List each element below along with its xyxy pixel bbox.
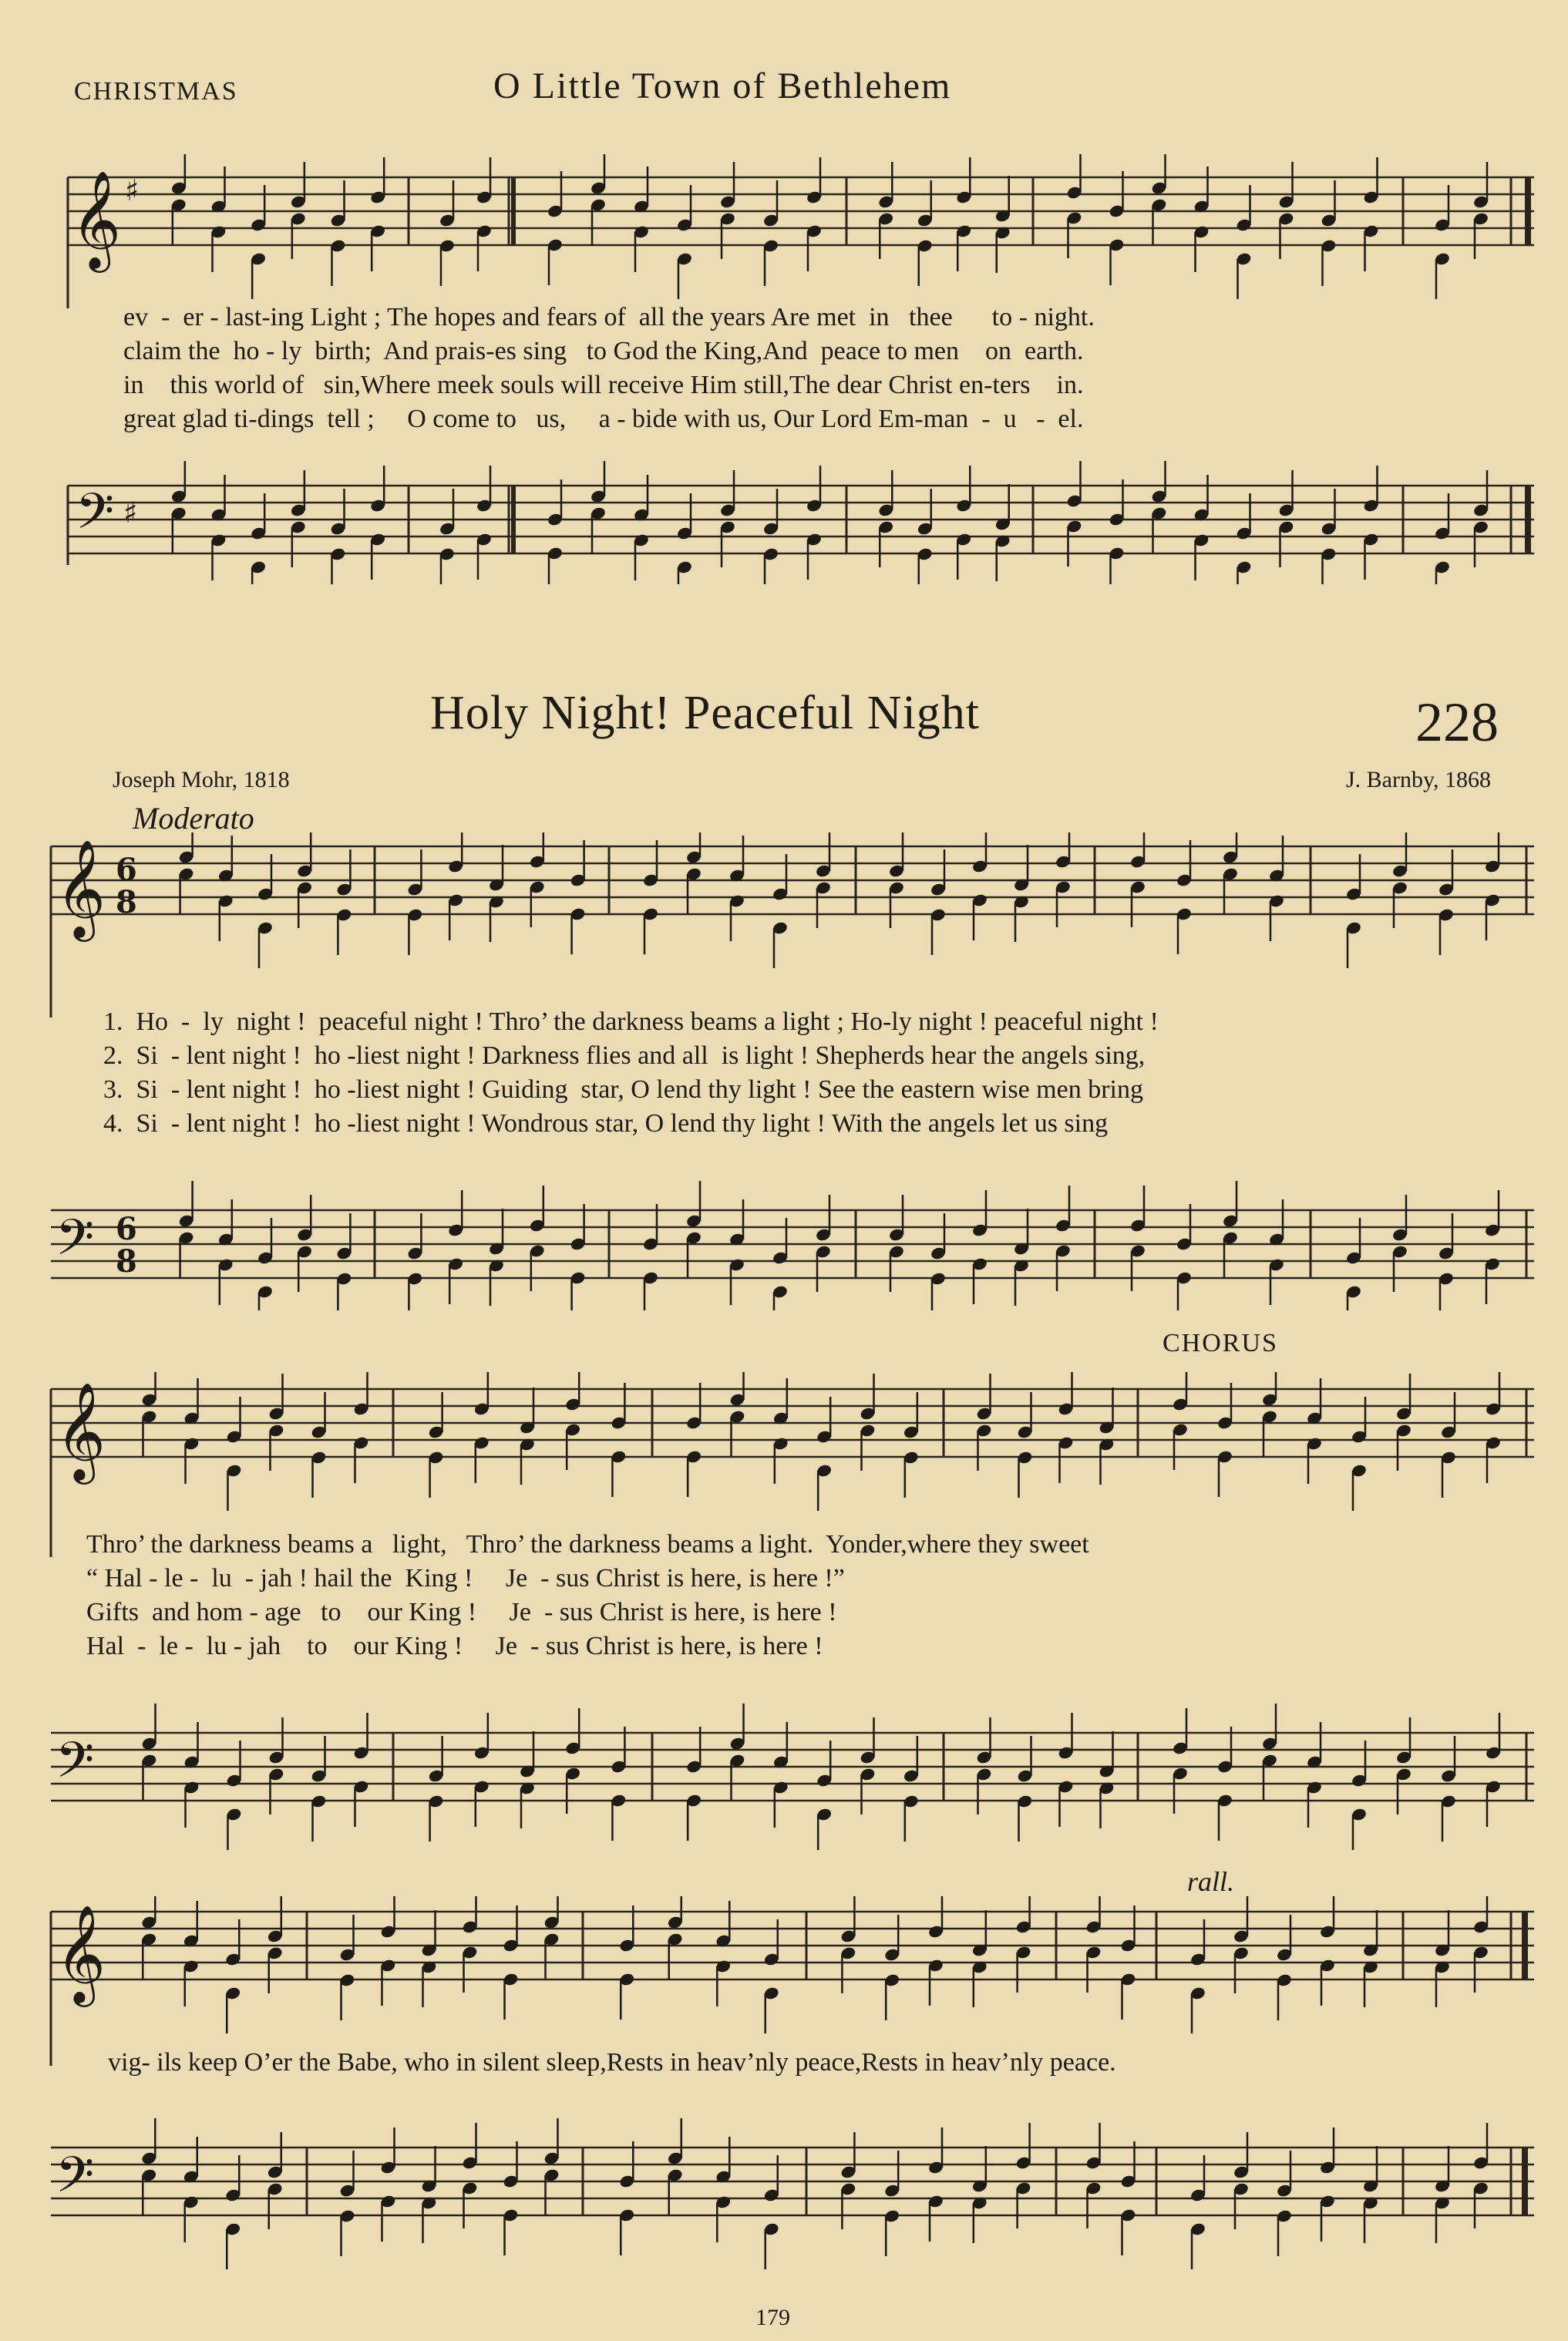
- svg-text:6: 6: [116, 852, 137, 888]
- bass-clef-icon: 𝄢: [56, 1732, 95, 1801]
- tempo-marking: Moderato: [133, 801, 254, 836]
- final-lyric-line: vig- ils keep O’er the Babe, who in silent sleep,Rests in heav’nly peace,Rests in heav’nly peace.: [108, 2048, 1116, 2077]
- prev-lyric-4: great glad ti-dings tell ; O come to us, a - bide with us, Our Lord Em-man - u - el.: [123, 405, 1084, 433]
- bass-clef-icon: 𝄢: [56, 2147, 95, 2216]
- prev-treble-notes: [170, 154, 1489, 299]
- prev-bass-notes: [170, 461, 1489, 584]
- hymn-title: Holy Night! Peaceful Night: [430, 687, 981, 739]
- sys1-bass-staff: [0, 1156, 1568, 1310]
- sys3-bass-staff: [0, 2097, 1568, 2282]
- verse-3: 3. Si - lent night ! ho -liest night ! Guiding star, O lend thy light ! See the eastern wise men bring: [103, 1075, 1143, 1104]
- chorus-line-2: “ Hal - le - lu - jah ! hail the King ! Je - sus Christ is here, is here !”: [86, 1564, 845, 1593]
- prev-bass-staff: [0, 461, 1568, 584]
- sys2-bass-notes: [141, 1704, 1502, 1850]
- prev-treble-staff: [0, 154, 1568, 308]
- chorus-label: CHORUS: [1163, 1329, 1278, 1357]
- verse-1: 1. Ho - ly night ! peaceful night ! Thro’ the darkness beams a light ; Ho-ly night ! peaceful night !: [103, 1007, 1159, 1036]
- prev-lyric-2: claim the ho - ly birth; And prais-es sing to God the King,And peace to men on earth.: [123, 337, 1084, 365]
- bass-clef-icon: 𝄢: [56, 1209, 95, 1279]
- page-number: 179: [755, 2305, 790, 2330]
- hymn-number: 228: [1415, 691, 1499, 753]
- svg-text:8: 8: [116, 1243, 137, 1280]
- composer-credit: J. Barnby, 1868: [1345, 767, 1491, 792]
- sys1-bass-notes: [178, 1181, 1501, 1310]
- treble-clef-icon: 𝄞: [56, 839, 106, 937]
- verse-4: 4. Si - lent night ! ho -liest night ! Wondrous star, O lend thy light ! With the angels let us sing: [103, 1109, 1109, 1138]
- svg-text:♯: ♯: [125, 173, 140, 207]
- chorus-line-3: Gifts and hom - age to our King ! Je - sus Christ is here, is here !: [86, 1598, 837, 1626]
- svg-text:8: 8: [116, 884, 137, 920]
- sys2-bass-staff: [0, 1680, 1568, 1850]
- treble-clef-icon: 𝄞: [71, 170, 122, 268]
- sys3-bass-notes: [140, 2118, 1489, 2269]
- chorus-line-4: Hal - le - lu - jah to our King ! Je - sus Christ is here, is here !: [86, 1632, 823, 1660]
- chorus-line-1: Thro’ the darkness beams a light, Thro’ the darkness beams a light. Yonder,where they sweet: [86, 1530, 1089, 1559]
- prev-lyric-1: ev - er - last-ing Light ; The hopes and fears of all the years Are met in thee to - night.: [123, 303, 1095, 331]
- author-credit: Joseph Mohr, 1818: [113, 767, 290, 792]
- sys3-treble-notes: [140, 1896, 1489, 2033]
- previous-hymn-title: O Little Town of Bethlehem: [493, 66, 952, 106]
- bass-clef-icon: 𝄢: [76, 483, 115, 553]
- verse-2: 2. Si - lent night ! ho -liest night ! Darkness flies and all is light ! Shepherds hear the angels sing,: [103, 1041, 1146, 1070]
- sys1-treble-staff: [0, 832, 1568, 1017]
- svg-text:♯: ♯: [123, 496, 138, 530]
- section-tag: CHRISTMAS: [74, 77, 238, 106]
- sys3-treble-staff: [0, 1896, 1568, 2066]
- sys1-treble-notes: [178, 832, 1501, 968]
- staff-lines: [68, 177, 1534, 245]
- treble-clef-icon: 𝄞: [56, 1904, 106, 2003]
- svg-text:6: 6: [116, 1211, 137, 1247]
- treble-clef-icon: 𝄞: [56, 1381, 106, 1480]
- sys2-treble-notes: [141, 1372, 1502, 1511]
- prev-lyric-3: in this world of sin,Where meek souls will receive Him still,The dear Christ en-ters in.: [123, 371, 1084, 399]
- rall-marking: rall.: [1187, 1866, 1235, 1897]
